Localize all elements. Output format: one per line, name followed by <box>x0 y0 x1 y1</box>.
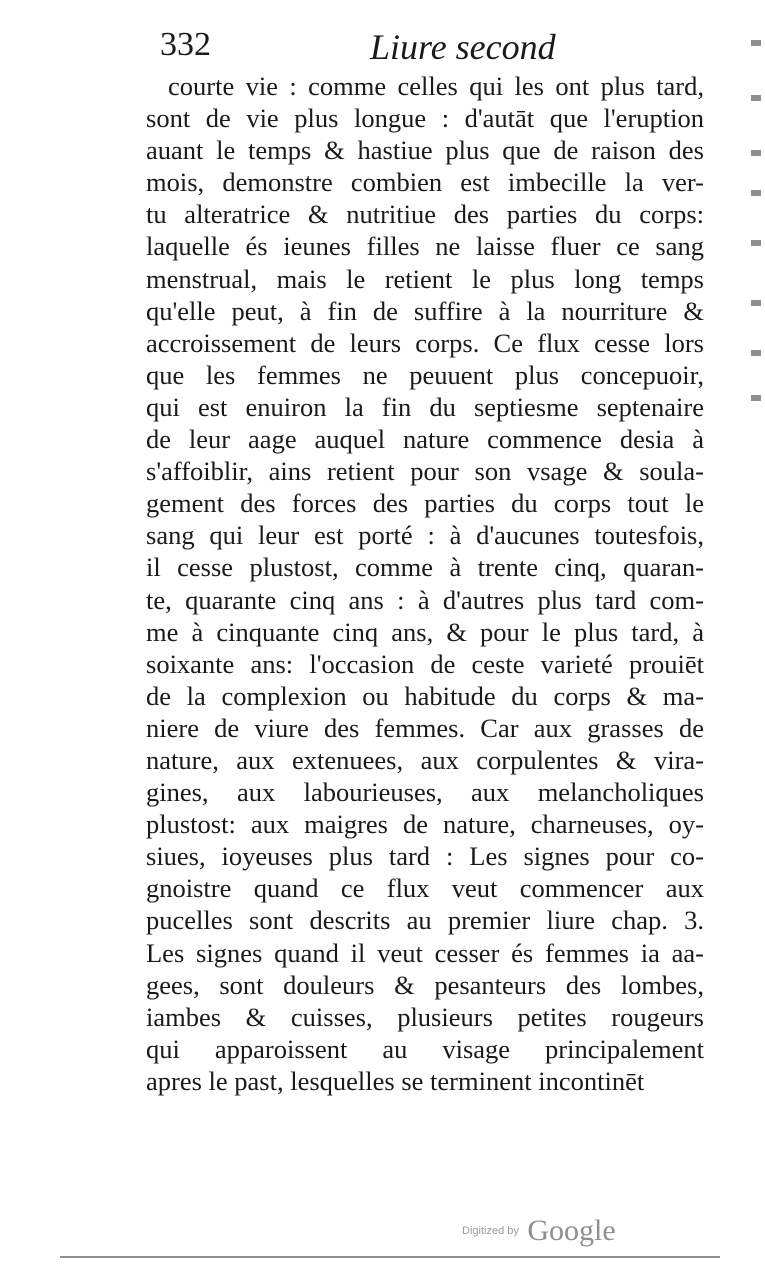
page-bottom-edge <box>60 1256 720 1258</box>
text-line: auant le temps & hastiue plus que de raison des <box>146 135 704 166</box>
text-line: laquelle és ieunes filles ne laisse fluer ce sang <box>146 231 704 262</box>
text-line: de la complexion ou habitude du corps & ma- <box>146 680 704 711</box>
text-line: iambes & cuisses, plusieurs petites rougeurs <box>146 1001 704 1032</box>
text-line: gnoistre quand ce flux veut commencer aux <box>146 873 704 904</box>
text-line: qui est enuiron la fin du septiesme septenaire <box>146 391 704 422</box>
text-line: nature, aux extenuees, aux corpulentes & vira- <box>146 744 704 775</box>
text-line: siues, ioyeuses plus tard : Les signes pour co- <box>146 841 704 872</box>
text-line: soixante ans: l'occasion de ceste varieté prouiēt <box>146 648 704 679</box>
text-line: s'affoiblir, ains retient pour son vsage & soula- <box>146 456 704 487</box>
text-line: te, quarante cinq ans : à d'autres plus tard com- <box>146 584 704 615</box>
watermark-prefix: Digitized by <box>462 1225 519 1237</box>
text-line: mois, demonstre combien est imbecille la ver- <box>146 167 704 198</box>
running-title: Liure second <box>370 27 556 67</box>
text-line: accroissement de leurs corps. Ce flux cesse lors <box>146 327 704 358</box>
text-line: sont de vie plus longue : d'autāt que l'eruption <box>146 103 704 134</box>
page-number: 332 <box>160 26 211 63</box>
text-line: pucelles sont descrits au premier liure chap. 3. <box>146 905 704 936</box>
text-line: qui apparoissent au visage principalement <box>146 1033 704 1064</box>
text-line: il cesse plustost, comme à trente cinq, quaran- <box>146 552 704 583</box>
page-header <box>160 26 700 74</box>
text-line: sang qui leur est porté : à d'aucunes toutesfois, <box>146 520 704 551</box>
facing-page-bleed <box>741 0 765 420</box>
text-line: me à cinquante cinq ans, & pour le plus tard, à <box>146 616 704 647</box>
text-line: apres le past, lesquelles se terminent incontinēt <box>146 1065 645 1096</box>
text-line: gines, aux labourieuses, aux melancholiques <box>146 777 704 808</box>
text-line: qu'elle peut, à fin de suffire à la nourriture & <box>146 295 704 326</box>
text-line: que les femmes ne peuuent plus concepuoir, <box>146 359 704 390</box>
text-line: gees, sont douleurs & pesanteurs des lombes, <box>146 969 704 1000</box>
digitization-watermark <box>462 1214 616 1248</box>
body-text <box>146 70 704 1097</box>
text-line: menstrual, mais le retient le plus long temps <box>146 263 704 294</box>
google-logo: Google <box>527 1214 616 1247</box>
text-line: plustost: aux maigres de nature, charneuses, oy- <box>146 809 704 840</box>
text-line: niere de viure des femmes. Car aux grasses de <box>146 712 704 743</box>
text-line: gement des forces des parties du corps tout le <box>146 488 704 519</box>
text-line: tu alteratrice & nutritiue des parties du corps: <box>146 199 704 230</box>
text-line: de leur aage auquel nature commence desia à <box>146 424 704 455</box>
text-line: Les signes quand il veut cesser és femmes ia aa- <box>146 937 704 968</box>
text-line: courte vie : comme celles qui les ont plus tard, <box>168 71 704 101</box>
